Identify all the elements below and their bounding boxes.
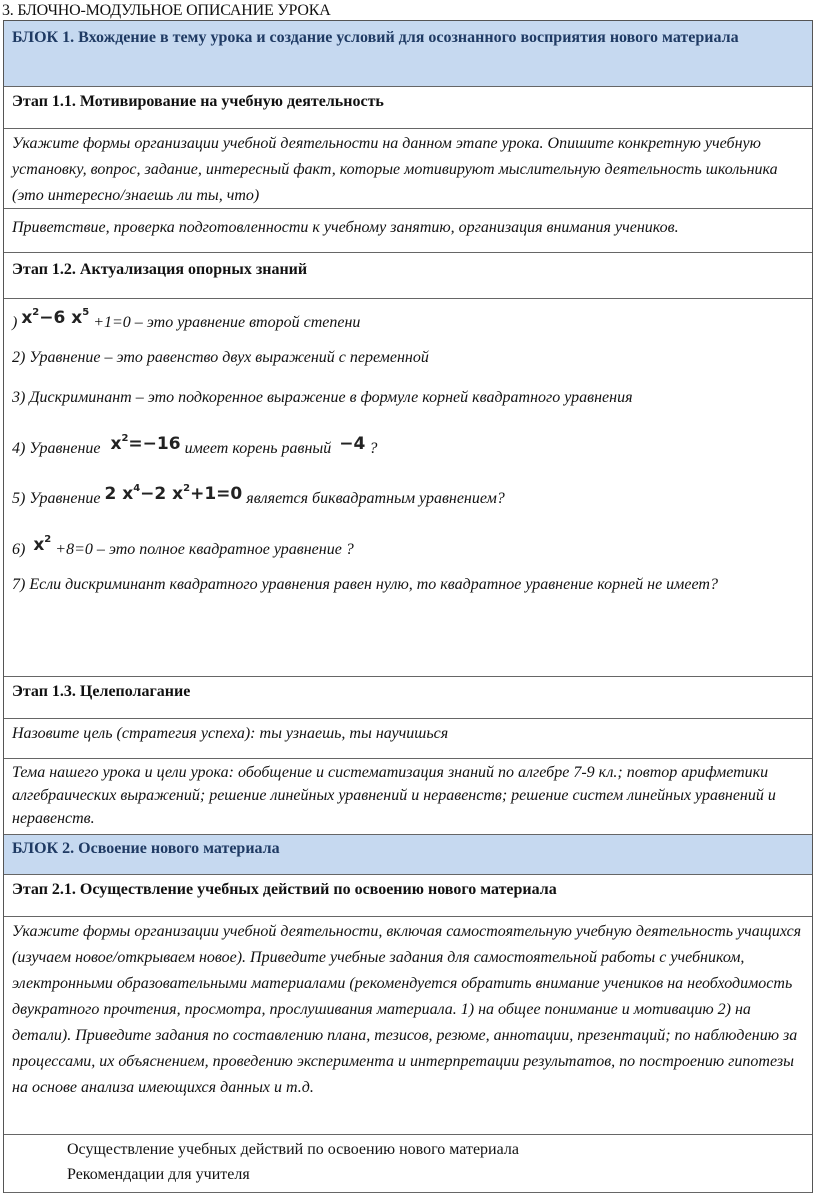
lesson-table bbox=[3, 20, 813, 1193]
stage-2-1-title: Этап 2.1. Осуществление учебных действий по освоению нового материала bbox=[12, 881, 557, 898]
stage-1-2-questions-row bbox=[4, 299, 812, 677]
stage-1-1-title: Этап 1.1. Мотивирование на учебную деятельность bbox=[12, 93, 384, 110]
stage-1-2-title: Этап 1.2. Актуализация опорных знаний bbox=[12, 261, 308, 278]
question-1: ) $x^2-6$ $x^5 +1=0$ – это уравнение второй степени bbox=[12, 307, 361, 331]
stage-1-3-content-row bbox=[4, 759, 812, 835]
question-2: 2) Уравнение – это равенство двух выражений с переменной bbox=[12, 349, 429, 366]
stage-1-3-instruction: Назовите цель (стратегия успеха): ты узнаешь, ты научишься bbox=[12, 725, 449, 742]
block2-header bbox=[4, 835, 812, 875]
stage-1-3-instruction-row bbox=[4, 719, 812, 759]
formula-6: $x^2$ bbox=[33, 534, 52, 555]
formula-5: 2 $x^4-2$ $x^2+1=0$ bbox=[104, 483, 243, 504]
formula-4b: −4 bbox=[339, 434, 366, 454]
question-7: 7) Если дискриминант квадратного уравнения равен нулю, то квадратное уравнение корней не имеет? bbox=[12, 576, 718, 593]
question-5: 5) Уравнение 2 $x^4-2$ $x^2+1=0$ является биквадратным уравнением? bbox=[12, 483, 505, 507]
document-title: 3. БЛОЧНО-МОДУЛЬНОЕ ОПИСАНИЕ УРОКА bbox=[2, 2, 331, 19]
stage-1-2-title-row bbox=[4, 253, 812, 299]
stage-1-1-title-row bbox=[4, 87, 812, 129]
stage-2-1-content-row bbox=[4, 1135, 812, 1193]
stage-2-1-content-line2: Рекомендации для учителя bbox=[67, 1166, 250, 1183]
question-6: 6) $x^2 +8=0$ – это полное квадратное уравнение ? bbox=[12, 534, 354, 558]
question-4: 4) Уравнение $x^2=-16$ имеет корень равный −4 ? bbox=[12, 433, 378, 457]
stage-1-1-instruction-row bbox=[4, 129, 812, 209]
block1-header bbox=[4, 21, 812, 87]
formula-1: $x^2-6$ $x^5$ bbox=[21, 307, 90, 328]
block2-header-text: БЛОК 2. Освоение нового материала bbox=[12, 840, 280, 857]
stage-1-3-content: Тема нашего урока и цели урока: обобщение и систематизация знаний по алгебре 7-9 кл.; повтор арифметики алгебраических выражений; решение линейных уравнений и неравенств; решение систем линейных уравнений и неравенств. bbox=[12, 764, 776, 827]
stage-1-1-content-row bbox=[4, 209, 812, 253]
formula-4: $x^2=-16$ bbox=[110, 433, 181, 454]
question-3: 3) Дискриминант – это подкоренное выражение в формуле корней квадратного уравнения bbox=[12, 389, 633, 406]
block1-header-text: БЛОК 1. Вхождение в тему урока и создание условий для осознанного восприятия нового материала bbox=[12, 29, 739, 46]
stage-1-1-content: Приветствие, проверка подготовленности к учебному занятию, организация внимания учеников. bbox=[12, 219, 679, 236]
stage-2-1-instruction-row bbox=[4, 917, 812, 1135]
stage-2-1-title-row bbox=[4, 875, 812, 917]
stage-2-1-instruction: Укажите формы организации учебной деятельности, включая самостоятельную учебную деятельность учащихся (изучаем новое/открываем новое). Приведите учебные задания для самостоятельной работы с учебником, электронными образовательными материалами (рекомендуется обратить внимание учеников на необходимость двукратного прочтения, просмотра, прослушивания материала. 1) на общее понимание и мотивацию 2) на детали). Приведите задания по составлению плана, тезисов, резюме, аннотации, презентаций; по наблюдению за процессами, их объяснением, проведению эксперимента и интерпретации результатов, по построению гипотезы на основе анализа имеющихся данных и т.д. bbox=[12, 923, 802, 1096]
stage-1-3-title: Этап 1.3. Целеполагание bbox=[12, 683, 191, 700]
stage-2-1-content-line1: Осуществление учебных действий по освоению нового материала bbox=[67, 1141, 519, 1158]
stage-1-1-instruction: Укажите формы организации учебной деятельности на данном этапе урока. Опишите конкретную учебную установку, вопрос, задание, интересный факт, которые мотивируют мыслительную деятельность школьника (это интересно/знаешь ли ты, что) bbox=[12, 135, 778, 204]
stage-1-3-title-row bbox=[4, 677, 812, 719]
